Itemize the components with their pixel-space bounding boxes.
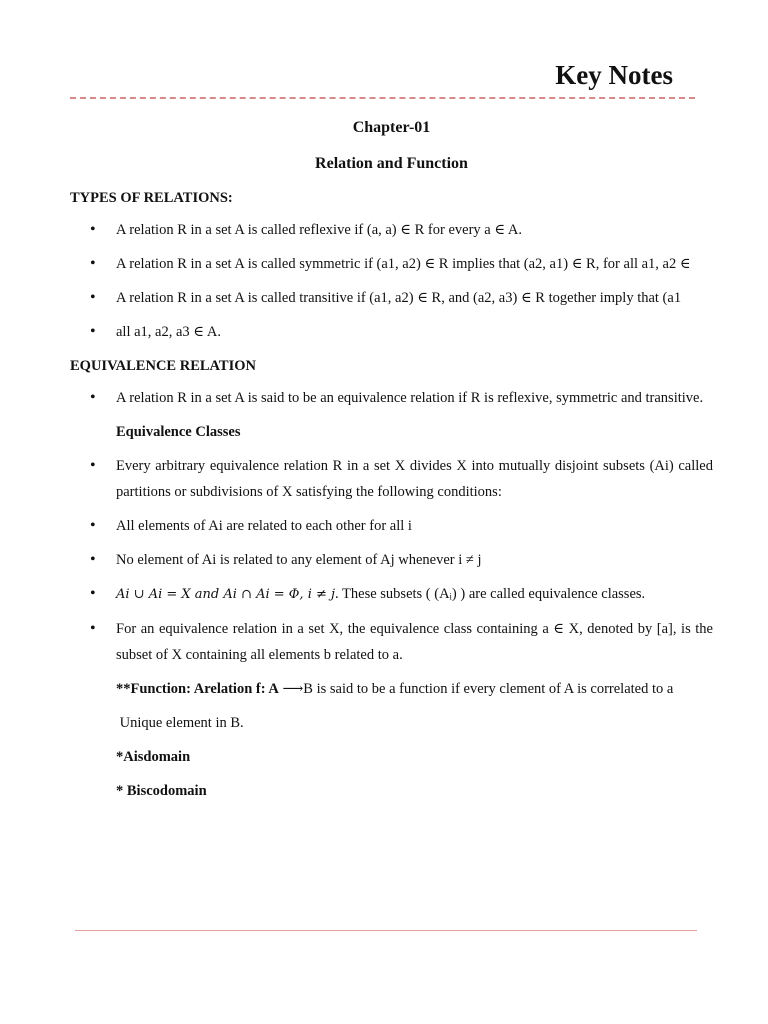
classes-heading: Equivalence Classes <box>116 424 241 440</box>
types-heading: TYPES OF RELATIONS: <box>70 190 233 206</box>
function-text: B is said to be a function if every clement of A is correlated to a <box>303 681 674 697</box>
domain-line: *Aisdomain <box>116 749 191 765</box>
footer-divider <box>75 930 697 931</box>
header-divider <box>70 97 695 99</box>
content <box>70 115 713 812</box>
function-definition <box>70 676 713 702</box>
list-item: • All elements of Ai are related to each other for all i <box>70 513 713 539</box>
classes-list <box>70 453 713 668</box>
list-item: • A relation R in a set A is said to be an equivalence relation if R is reflexive, symmetric and transitive. <box>70 385 713 411</box>
list-item: • A relation R in a set A is called symmetric if (a1, a2) ∈ R implies that (a2, a1) ∈ R, for all a1, a2 ∈ <box>70 251 713 277</box>
codomain-line: * Biscodomain <box>116 783 207 799</box>
unique-line <box>70 710 713 736</box>
unique-text: Unique element in B. <box>119 715 244 731</box>
chapter-heading: Chapter-01 <box>352 119 431 136</box>
list-item: • Every arbitrary equivalence relation R in a set X divides X into mutually disjoint subsets (Ai) called partitions or subdivisions of X satisfying the following conditions: <box>70 453 713 505</box>
list-item: • A relation R in a set A is called reflexive if (a, a) ∈ R for every a ∈ A. <box>70 217 713 243</box>
math-formula: Ai ∪ Ai = X and Ai ∩ Ai = Φ, i ≠ j <box>116 587 336 602</box>
arrow-symbol: ⟶ <box>278 681 304 697</box>
math-list-item <box>70 581 713 608</box>
equivalence-list <box>70 385 713 411</box>
math-tail: . These subsets ( (Aᵢ) ) are called equivalence classes. <box>335 586 646 602</box>
equivalence-heading: EQUIVALENCE RELATION <box>70 358 256 374</box>
list-item: • No element of Ai is related to any element of Aj whenever i ≠ j <box>70 547 713 573</box>
list-item: • A relation R in a set A is called transitive if (a1, a2) ∈ R, and (a2, a3) ∈ R together imply that (a1 <box>70 285 713 311</box>
types-list <box>70 217 713 345</box>
list-item: • For an equivalence relation in a set X, the equivalence class containing a ∈ X, denoted by [a], is the subset of X containing all elements b related to a. <box>70 616 713 668</box>
function-label: **Function: Arelation f: A <box>116 681 279 697</box>
list-item: • all a1, a2, a3 ∈ A. <box>70 319 713 345</box>
chapter-title: Relation and Function <box>315 155 468 172</box>
header-title: Key Notes <box>555 60 673 90</box>
